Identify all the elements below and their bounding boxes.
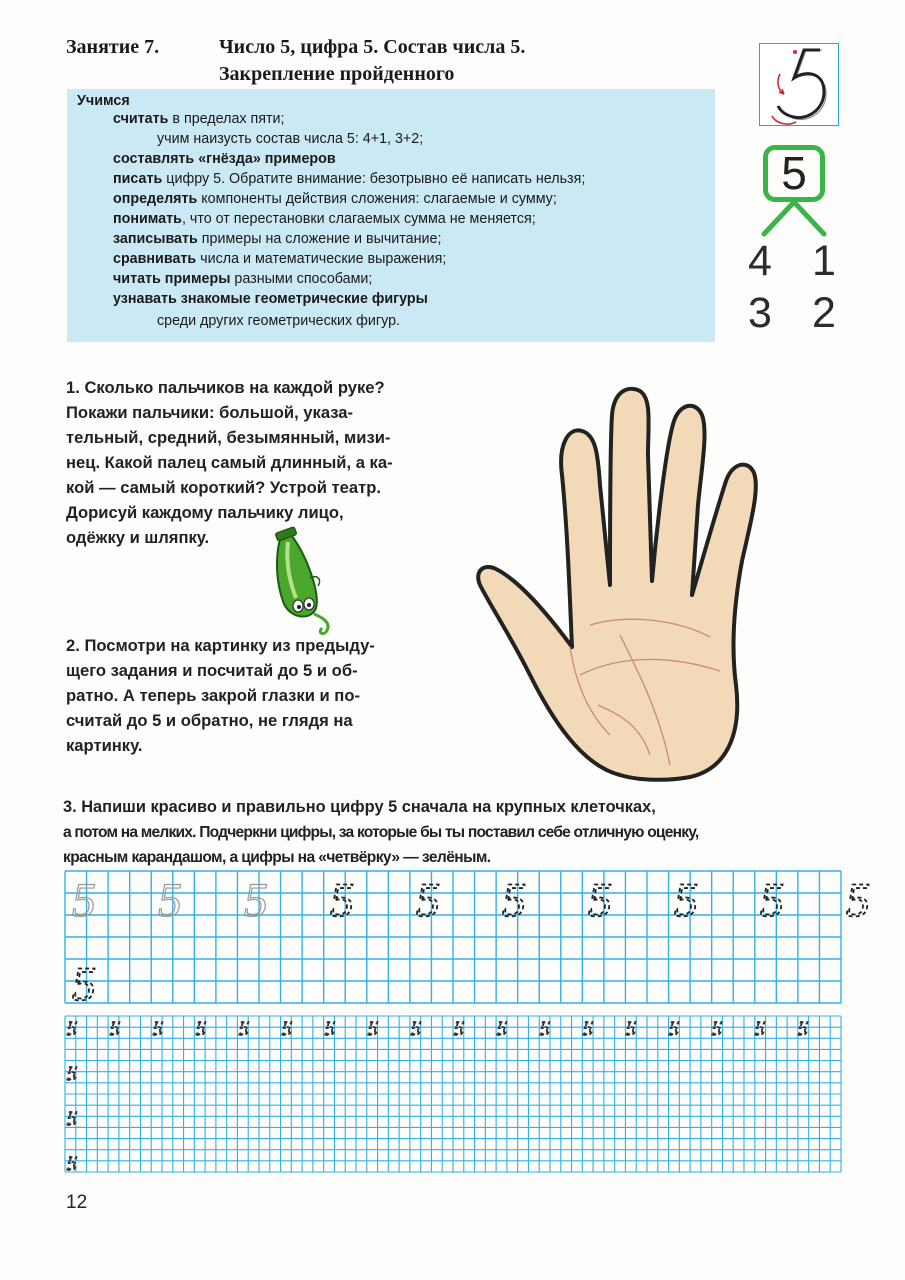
- practice-digit-five-small: 5: [67, 1018, 77, 1040]
- task-1-line: одёжку и шляпку.: [66, 528, 210, 547]
- task-3-line: красным карандашом, а цифры на «четвёрку» — зелёным.: [63, 849, 491, 866]
- learning-goals-box: [67, 89, 715, 342]
- goal-line: считать в пределах пяти;: [113, 111, 285, 127]
- practice-digit-five-small: 5: [454, 1018, 464, 1040]
- task-2-line: считай до 5 и обратно, не глядя на: [66, 711, 353, 730]
- practice-digit-five-small: 5: [798, 1018, 808, 1040]
- practice-digit-five-small: 5: [196, 1018, 206, 1040]
- task-1-line: тельный, средний, безымянный, мизи-: [66, 428, 391, 447]
- goal-line: узнавать знакомые геометрические фигуры: [113, 291, 428, 307]
- task-3-line: 3. Напиши красиво и правильно цифру 5 сначала на крупных клеточках,: [63, 798, 656, 816]
- task-2-line: 2. Посмотри на картинку из предыду-: [66, 636, 375, 655]
- practice-digit-five-small: 5: [712, 1018, 722, 1040]
- practice-digit-five-small: 5: [755, 1018, 765, 1040]
- practice-digit-five: 5: [502, 874, 526, 927]
- composition-branches: [750, 198, 840, 242]
- practice-digit-five-small: 5: [67, 1108, 77, 1130]
- practice-digit-five: 5: [330, 874, 354, 927]
- practice-digit-five: 5: [416, 874, 440, 927]
- practice-digit-five: 5: [158, 874, 182, 927]
- goal-line: среди других геометрических фигур.: [157, 313, 401, 329]
- task-1: [66, 375, 393, 550]
- practice-digit-five: 5: [588, 874, 612, 927]
- practice-digit-five: 5: [760, 874, 784, 927]
- task-1-line: 1. Сколько пальчиков на каждой руке?: [66, 378, 385, 397]
- practice-digit-five-small: 5: [325, 1018, 335, 1040]
- task-2-line: картинку.: [66, 736, 143, 755]
- practice-digit-five-small: 5: [669, 1018, 679, 1040]
- practice-digit-five-small: 5: [540, 1018, 550, 1040]
- task-1-line: Дорисуй каждому пальчику лицо,: [66, 503, 344, 522]
- composition-part-1: 1: [812, 237, 836, 285]
- practice-digit-five-small: 5: [110, 1018, 120, 1040]
- goal-line: писать цифру 5. Обратите внимание: безотрывно её написать нельзя;: [113, 171, 586, 187]
- task-1-line: Покажи пальчики: большой, указа-: [66, 403, 354, 422]
- composition-part-2: 2: [812, 289, 836, 337]
- page-subtitle: Закрепление пройденного: [219, 63, 455, 85]
- goal-line: читать примеры разными способами;: [113, 271, 373, 287]
- practice-digit-five: 5: [72, 958, 96, 1011]
- practice-digit-five: 5: [846, 874, 870, 927]
- practice-digit-five: 5: [72, 874, 96, 927]
- goal-line: учим наизусть состав числа 5: 4+1, 3+2;: [157, 131, 424, 147]
- hand-illustration: [470, 385, 830, 785]
- digit-writing-card: [759, 43, 839, 126]
- composition-part-4: 4: [748, 237, 772, 285]
- goals-heading: Учимся: [77, 93, 130, 109]
- practice-digit-five-small: 5: [239, 1018, 249, 1040]
- goal-line: записывать примеры на сложение и вычитание;: [113, 231, 442, 247]
- page-number: 12: [66, 1192, 88, 1213]
- practice-digit-five-small: 5: [497, 1018, 507, 1040]
- practice-digit-five-small: 5: [411, 1018, 421, 1040]
- page-title: Число 5, цифра 5. Состав числа 5.: [219, 36, 526, 58]
- practice-digit-five-small: 5: [626, 1018, 636, 1040]
- task-2-line: щего задания и посчитай до 5 и об-: [66, 661, 358, 680]
- goal-line: сравнивать числа и математические выражения;: [113, 251, 447, 267]
- practice-digit-five-small: 5: [67, 1153, 77, 1175]
- goal-line: понимать, что от перестановки слагаемых сумма не меняется;: [113, 211, 536, 227]
- practice-digit-five-small: 5: [153, 1018, 163, 1040]
- large-practice-grid: [64, 870, 870, 1011]
- task-1-line: кой — самый короткий? Устрой театр.: [66, 478, 381, 497]
- task-2: [66, 633, 375, 758]
- task-2-line: ратно. А теперь закрой глазки и по-: [66, 686, 360, 705]
- task-3: [63, 795, 698, 870]
- practice-digit-five-small: 5: [368, 1018, 378, 1040]
- practice-digit-five: 5: [674, 874, 698, 927]
- practice-digit-five: 5: [244, 874, 268, 927]
- number-five-box: 5: [763, 145, 825, 202]
- practice-digit-five-small: 5: [67, 1063, 77, 1085]
- practice-digit-five-small: 5: [282, 1018, 292, 1040]
- lesson-number: Занятие 7.: [66, 36, 160, 58]
- goal-line: определять компоненты действия сложения: слагаемые и сумму;: [113, 191, 557, 207]
- goal-line: составлять «гнёзда» примеров: [113, 151, 336, 167]
- task-3-line: а потом на мелких. Подчеркни цифры, за которые бы ты поставил себе отличную оценку,: [63, 824, 699, 841]
- small-practice-grid: [64, 1015, 842, 1173]
- composition-part-3: 3: [748, 289, 772, 337]
- paint-tube-character-illustration: [262, 528, 342, 638]
- task-1-line: нец. Какой палец самый длинный, а ка-: [66, 453, 393, 472]
- practice-digit-five-small: 5: [583, 1018, 593, 1040]
- digit-five-stroke-guide: [760, 44, 840, 127]
